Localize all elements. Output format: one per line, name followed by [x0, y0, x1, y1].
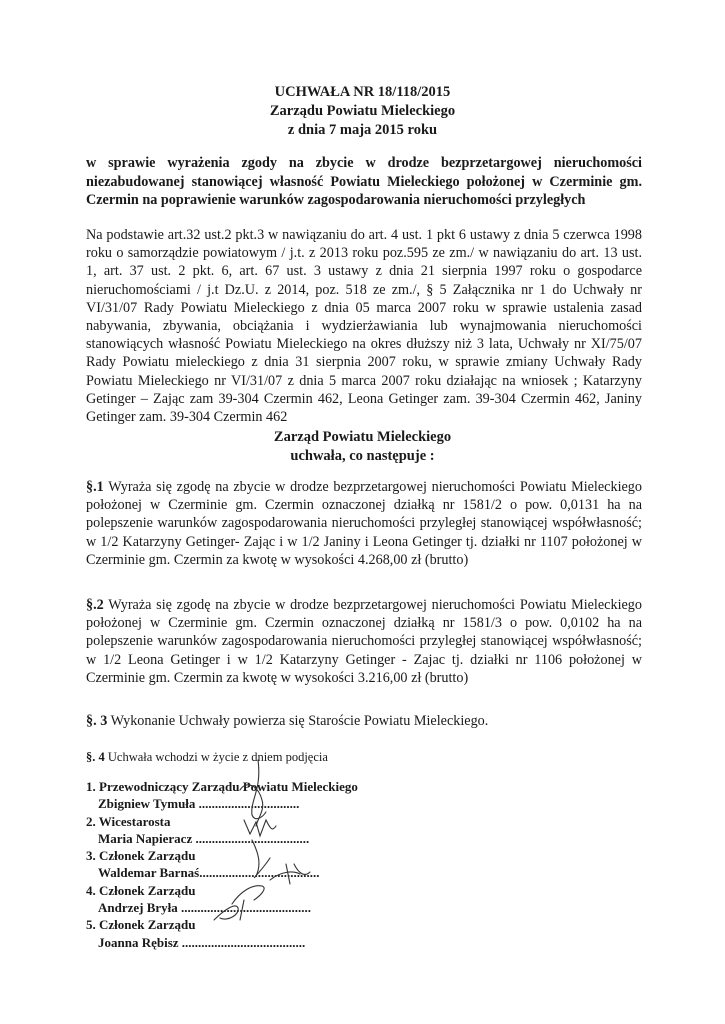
- signatory-role: 3. Członek Zarządu: [86, 848, 196, 864]
- signatory-role: 4. Członek Zarządu: [86, 882, 196, 898]
- paragraph-number: §.1: [86, 479, 104, 495]
- legal-basis: Na podstawie art.32 ust.2 pkt.3 w nawiązaniu do art. 4 ust. 1 pkt 6 ustawy z dnia 5 czerwca 1998 roku o samorządzie powiatowym / j.t. z 2013 roku poz.595 ze zm./ w nawiązaniu do art. 13 ust. 1, art. 37 ust. 2 pkt. 6, art. 67 ust. 3 ustawy z dnia 21 sierpnia 1997 roku o gospodarce nieruchomościami / j.t Dz.U. z 2014, poz. 518 ze zm./, § 5 Załącznika nr 1 do Uchwały nr VI/31/07 Rady Powiatu Mieleckiego z dnia 05 marca 2007 roku w sprawie ustalenia zasad nabywania, zbywania, obciążania i wydzierżawiania lub wynajmowania nieruchomości stanowiących własność Powiatu Mieleckiego na okres dłuższy niż 3 lata, Uchwały nr XI/75/07 Rady Powiatu mieleckiego z dnia 31 sierpnia 2007 roku, w sprawie zmiany Uchwały Rady Powiatu Mieleckiego nr VI/31/07 z dnia 5 marca 2007 roku działając na wniosek ; Katarzyny Getinger – Zając zam 39-304 Czermin 462, Leona Getinger zam. 39-304 Czermin 462, Janiny Getinger zam. 39-304 Czermin 462: [86, 227, 642, 426]
- enacting-body: Zarząd Powiatu Mieleckiego: [273, 429, 452, 445]
- paragraph-text: Uchwała wchodzi w życie z dniem podjęcia: [104, 750, 328, 764]
- signatory-role: 1. Przewodniczący Zarządu Powiatu Mieleckiego: [86, 779, 358, 794]
- paragraph-3: [86, 712, 642, 730]
- paragraph-number: §. 4: [86, 750, 105, 764]
- paragraph-1: [86, 478, 642, 569]
- resolution-subject: w sprawie wyrażenia zgody na zbycie w drodze bezprzetargowej nieruchomości niezabudowanej stanowiącej własność Powiatu Mieleckiego położonej w Czerminie gm. Czermin na poprawienie warunków zagospodarowania nieruchomości przyległych: [86, 155, 642, 208]
- paragraph-number: §. 3: [86, 713, 108, 729]
- paragraph-4: [86, 748, 642, 766]
- resolution-header: [0, 83, 725, 140]
- signatory-name: Waldemar Barnaś.....................................: [98, 865, 320, 881]
- enacting-clause: [0, 428, 725, 466]
- signatory-name: Maria Napieracz ...................................: [98, 830, 310, 846]
- enacting-formula: uchwała, co następuje :: [290, 448, 435, 464]
- signatory-role: 2. Wicestarosta: [86, 813, 171, 829]
- paragraph-text: Wyraża się zgodę na zbycie w drodze bezprzetargowej nieruchomości Powiatu Mieleckiego położonej w Czerminie gm. Czermin oznaczonej działką nr 1581/3 o pow. 0,0102 ha na polepszenie warunków zagospodarowania nieruchomości przyległej stanowiącej współwłasność; w 1/2 Leona Getinger i w 1/2 Katarzyny Getinger - Zajac tj. działki nr 1106 położonej w Czerminie gm. Czermin za kwotę w wysokości 3.216,00 zł (brutto): [86, 597, 642, 686]
- signatory-role: 5. Członek Zarządu: [86, 917, 196, 933]
- signatures-block: [86, 778, 386, 951]
- signatory-name: Zbigniew Tymuła ...............................: [98, 796, 300, 812]
- paragraph-text: Wykonanie Uchwały powierza się Starościе Powiatu Mieleckiego.: [107, 713, 489, 729]
- paragraph-number: §.2: [86, 597, 104, 613]
- signatory-name: Andrzej Bryła ........................................: [98, 900, 312, 916]
- paragraph-2: [86, 596, 642, 687]
- paragraph-text: Wyraża się zgodę na zbycie w drodze bezprzetargowej nieruchomości Powiatu Mieleckiego położonej w Czerminie gm. Czermin oznaczonej działką nr 1581/2 o pow. 0,0131 ha na polepszenie warunków zagospodarowania nieruchomości przyległej stanowiącej współwłasność; w 1/2 Katarzyny Getinger- Zając i w 1/2 Janiny i Leona Getinger tj. działki nr 1107 położonej w Czerminie gm. Czermin za kwotę w wysokości 4.268,00 zł (brutto): [86, 479, 642, 568]
- issuing-body: Zarządu Powiatu Mieleckiego: [269, 103, 456, 119]
- resolution-number: UCHWAŁA NR 18/118/2015: [274, 84, 451, 100]
- resolution-date: z dnia 7 maja 2015 roku: [287, 122, 438, 138]
- signatory-name: Joanna Rębisz ......................................: [98, 934, 306, 950]
